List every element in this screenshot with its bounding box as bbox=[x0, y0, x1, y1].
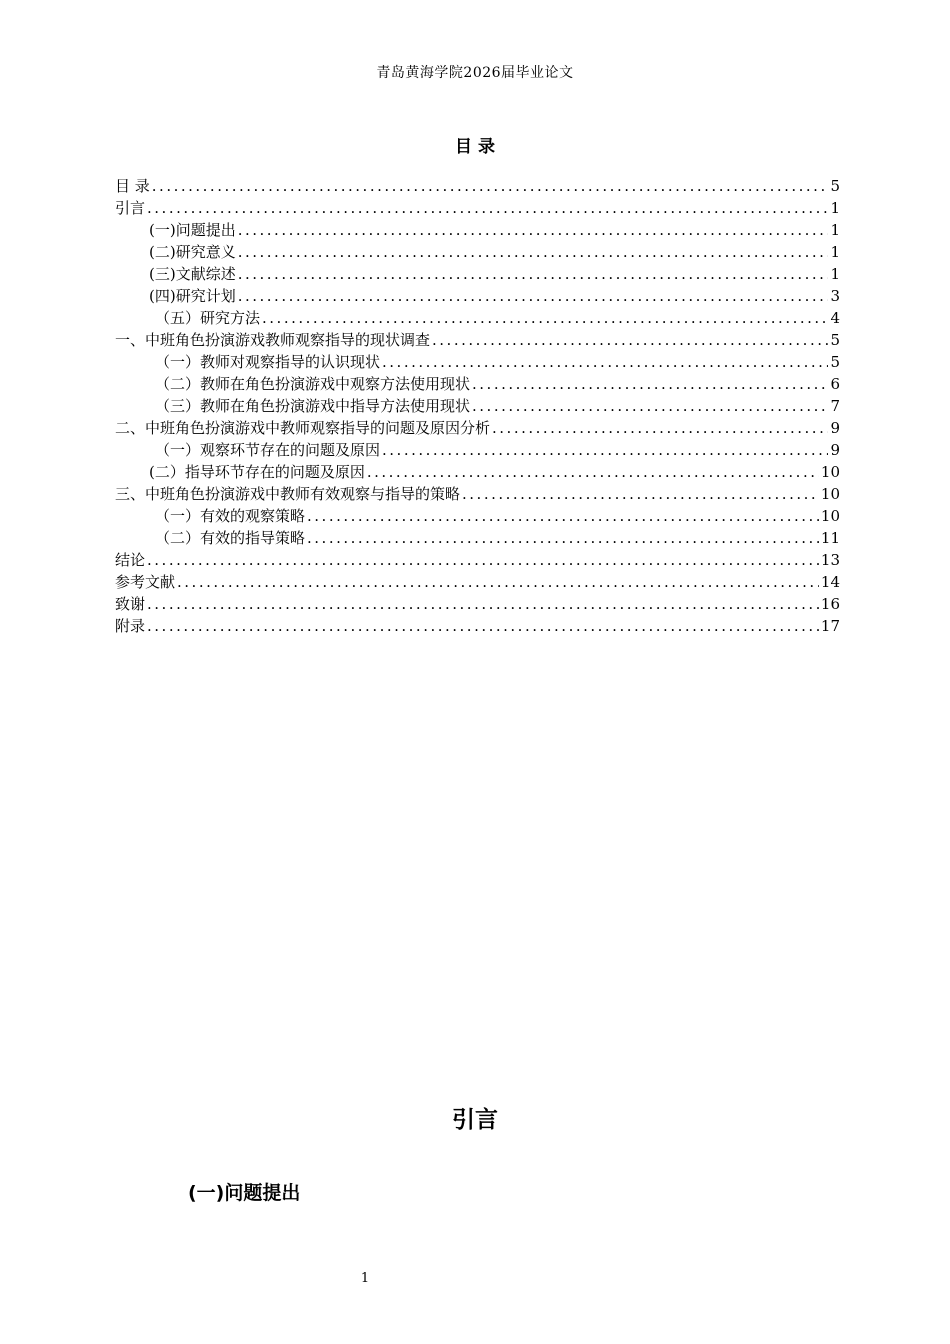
toc-entry-label: （一）观察环节存在的问题及原因 bbox=[155, 441, 381, 459]
toc-leader-dots bbox=[462, 483, 819, 505]
toc-leader-dots bbox=[238, 241, 829, 263]
toc-entry-page: 10 bbox=[820, 485, 840, 503]
toc-leader-dots bbox=[177, 571, 819, 593]
toc-entry-page: 5 bbox=[830, 353, 840, 371]
toc-entry-label: 结论 bbox=[115, 551, 146, 569]
toc-entry[interactable] bbox=[115, 527, 840, 549]
toc-entry-page: 5 bbox=[830, 331, 840, 349]
toc-entry-page: 10 bbox=[820, 463, 840, 481]
toc-entry-page: 11 bbox=[820, 529, 840, 547]
toc-entry-page: 14 bbox=[820, 573, 840, 591]
toc-leader-dots bbox=[382, 351, 828, 373]
toc-leader-dots bbox=[238, 219, 829, 241]
toc-entry[interactable] bbox=[115, 307, 840, 329]
toc-entry[interactable] bbox=[115, 285, 840, 307]
toc-entry[interactable] bbox=[115, 615, 840, 637]
toc-entry[interactable] bbox=[115, 329, 840, 351]
page-number: 1 bbox=[360, 1271, 370, 1286]
toc-entry-page: 6 bbox=[830, 375, 840, 393]
toc-entry-label: （五）研究方法 bbox=[155, 309, 261, 327]
toc-leader-dots bbox=[382, 439, 828, 461]
page-header: 青岛黄海学院2026届毕业论文 bbox=[376, 65, 574, 81]
toc-entry-label: （二）教师在角色扮演游戏中观察方法使用现状 bbox=[155, 375, 471, 393]
toc-entry[interactable] bbox=[115, 197, 840, 219]
toc-title: 目 录 bbox=[455, 137, 495, 157]
toc-entry[interactable] bbox=[115, 351, 840, 373]
toc-entry-page: 1 bbox=[830, 243, 840, 261]
toc-entry-label: 目 录 bbox=[115, 177, 150, 195]
sub-heading: (一)问题提出 bbox=[188, 1182, 301, 1204]
toc-entry[interactable] bbox=[115, 373, 840, 395]
toc-entry-page: 7 bbox=[830, 397, 840, 415]
toc-entry[interactable] bbox=[115, 439, 840, 461]
toc-leader-dots bbox=[307, 527, 819, 549]
toc-leader-dots bbox=[262, 307, 828, 329]
toc-entry[interactable] bbox=[115, 549, 840, 571]
toc-entry[interactable] bbox=[115, 395, 840, 417]
toc-leader-dots bbox=[492, 417, 828, 439]
toc-entry[interactable] bbox=[115, 505, 840, 527]
toc-entry-page: 1 bbox=[830, 265, 840, 283]
toc-entry[interactable] bbox=[115, 483, 840, 505]
toc-entry-label: (三)文献综述 bbox=[149, 265, 236, 283]
table-of-contents bbox=[115, 175, 840, 637]
toc-entry-label: (四)研究计划 bbox=[149, 287, 236, 305]
toc-entry-label: （三）教师在角色扮演游戏中指导方法使用现状 bbox=[155, 397, 471, 415]
toc-entry-page: 1 bbox=[830, 221, 840, 239]
section-heading: 引言 bbox=[452, 1107, 498, 1133]
toc-entry[interactable] bbox=[115, 263, 840, 285]
toc-entry-label: 二、中班角色扮演游戏中教师观察指导的问题及原因分析 bbox=[115, 419, 491, 437]
toc-entry[interactable] bbox=[115, 175, 840, 197]
toc-entry-page: 1 bbox=[830, 199, 840, 217]
toc-entry[interactable] bbox=[115, 571, 840, 593]
toc-entry-label: 三、中班角色扮演游戏中教师有效观察与指导的策略 bbox=[115, 485, 461, 503]
toc-entry[interactable] bbox=[115, 219, 840, 241]
toc-entry-label: 引言 bbox=[115, 199, 146, 217]
toc-leader-dots bbox=[147, 549, 819, 571]
toc-entry-label: 一、中班角色扮演游戏教师观察指导的现状调查 bbox=[115, 331, 431, 349]
toc-entry-label: (二)研究意义 bbox=[149, 243, 236, 261]
toc-entry-label: 致谢 bbox=[115, 595, 146, 613]
toc-entry-page: 10 bbox=[820, 507, 840, 525]
toc-entry[interactable] bbox=[115, 241, 840, 263]
toc-entry-page: 5 bbox=[830, 177, 840, 195]
toc-leader-dots bbox=[238, 285, 829, 307]
toc-leader-dots bbox=[472, 373, 828, 395]
toc-entry-label: (二）指导环节存在的问题及原因 bbox=[149, 463, 365, 481]
toc-entry-page: 9 bbox=[830, 441, 840, 459]
toc-entry-page: 4 bbox=[830, 309, 840, 327]
toc-leader-dots bbox=[472, 395, 828, 417]
toc-entry-label: 附录 bbox=[115, 617, 146, 635]
toc-entry-page: 13 bbox=[820, 551, 840, 569]
toc-entry-page: 17 bbox=[820, 617, 840, 635]
toc-leader-dots bbox=[147, 615, 819, 637]
toc-leader-dots bbox=[432, 329, 828, 351]
toc-entry-page: 3 bbox=[830, 287, 840, 305]
toc-leader-dots bbox=[307, 505, 819, 527]
toc-leader-dots bbox=[147, 197, 828, 219]
toc-entry-label: (一)问题提出 bbox=[149, 221, 236, 239]
toc-leader-dots bbox=[367, 461, 819, 483]
toc-entry-page: 9 bbox=[830, 419, 840, 437]
toc-entry[interactable] bbox=[115, 417, 840, 439]
toc-entry-label: 参考文献 bbox=[115, 573, 176, 591]
toc-entry-label: （一）有效的观察策略 bbox=[155, 507, 306, 525]
toc-leader-dots bbox=[147, 593, 819, 615]
toc-leader-dots bbox=[152, 175, 829, 197]
toc-entry[interactable] bbox=[115, 593, 840, 615]
toc-entry-label: （二）有效的指导策略 bbox=[155, 529, 306, 547]
toc-entry-page: 16 bbox=[820, 595, 840, 613]
toc-entry-label: （一）教师对观察指导的认识现状 bbox=[155, 353, 381, 371]
toc-entry[interactable] bbox=[115, 461, 840, 483]
toc-leader-dots bbox=[238, 263, 829, 285]
